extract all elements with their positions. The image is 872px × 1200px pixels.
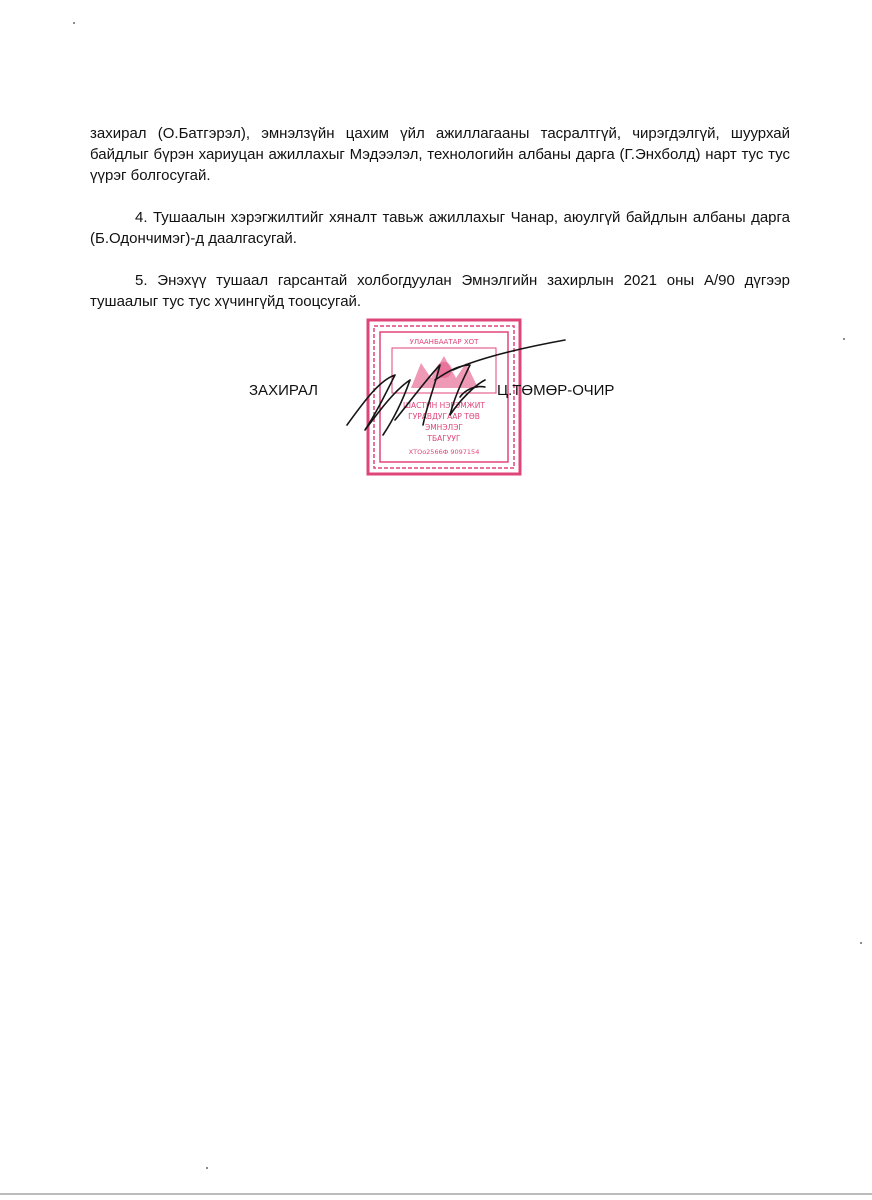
stamp-line-2: ГУРАВДУГААР ТӨВ: [408, 412, 480, 421]
stamp-top-text: УЛААНБААТАР ХОТ: [409, 338, 479, 346]
stamp-code: ХТОо2566Ф 9097154: [408, 448, 480, 456]
stamp-line-4: ТБАГУУГ: [427, 434, 461, 443]
paragraph-item-5: 5. Энэхүү тушаал гарсантай холбогдуулан Эмнэлгийн захирлын 2021 оны А/90 дүгээр тушаалыг тус тус хүчингүйд тооцсугай.: [90, 272, 790, 310]
handwritten-signature: [335, 325, 575, 445]
paragraph-item-4: 4. Тушаалын хэрэгжилтийг хяналт тавьж ажиллахыг Чанар, аюулгүй байдлын албаны дарга (Б.Одончимэг)-д даалгасугай.: [90, 209, 790, 247]
stamp-line-1: ШАСТИН НЭРЭМЖИТ: [403, 401, 485, 410]
scan-speck: [860, 942, 862, 944]
scan-speck: [73, 22, 75, 24]
signatory-name: Ц.ТӨМӨР-ОЧИР: [497, 382, 615, 399]
scan-speck: [843, 338, 845, 340]
signatory-title: ЗАХИРАЛ: [249, 382, 319, 399]
scan-edge-line: [0, 1193, 872, 1195]
scan-speck: [206, 1167, 208, 1169]
paragraph-continuation: захирал (О.Батгэрэл), эмнэлзүйн цахим үйл ажиллагааны тасралтгүй, чирэгдэлгүй, шуурхай байдлыг бүрэн хариуцан ажиллахыг Мэдээлэл, технологийн албаны дарга (Г.Энхболд) нарт тус тус үүрэг болгосугай.: [90, 125, 790, 184]
stamp-line-3: ЭМНЭЛЭГ: [424, 423, 464, 432]
